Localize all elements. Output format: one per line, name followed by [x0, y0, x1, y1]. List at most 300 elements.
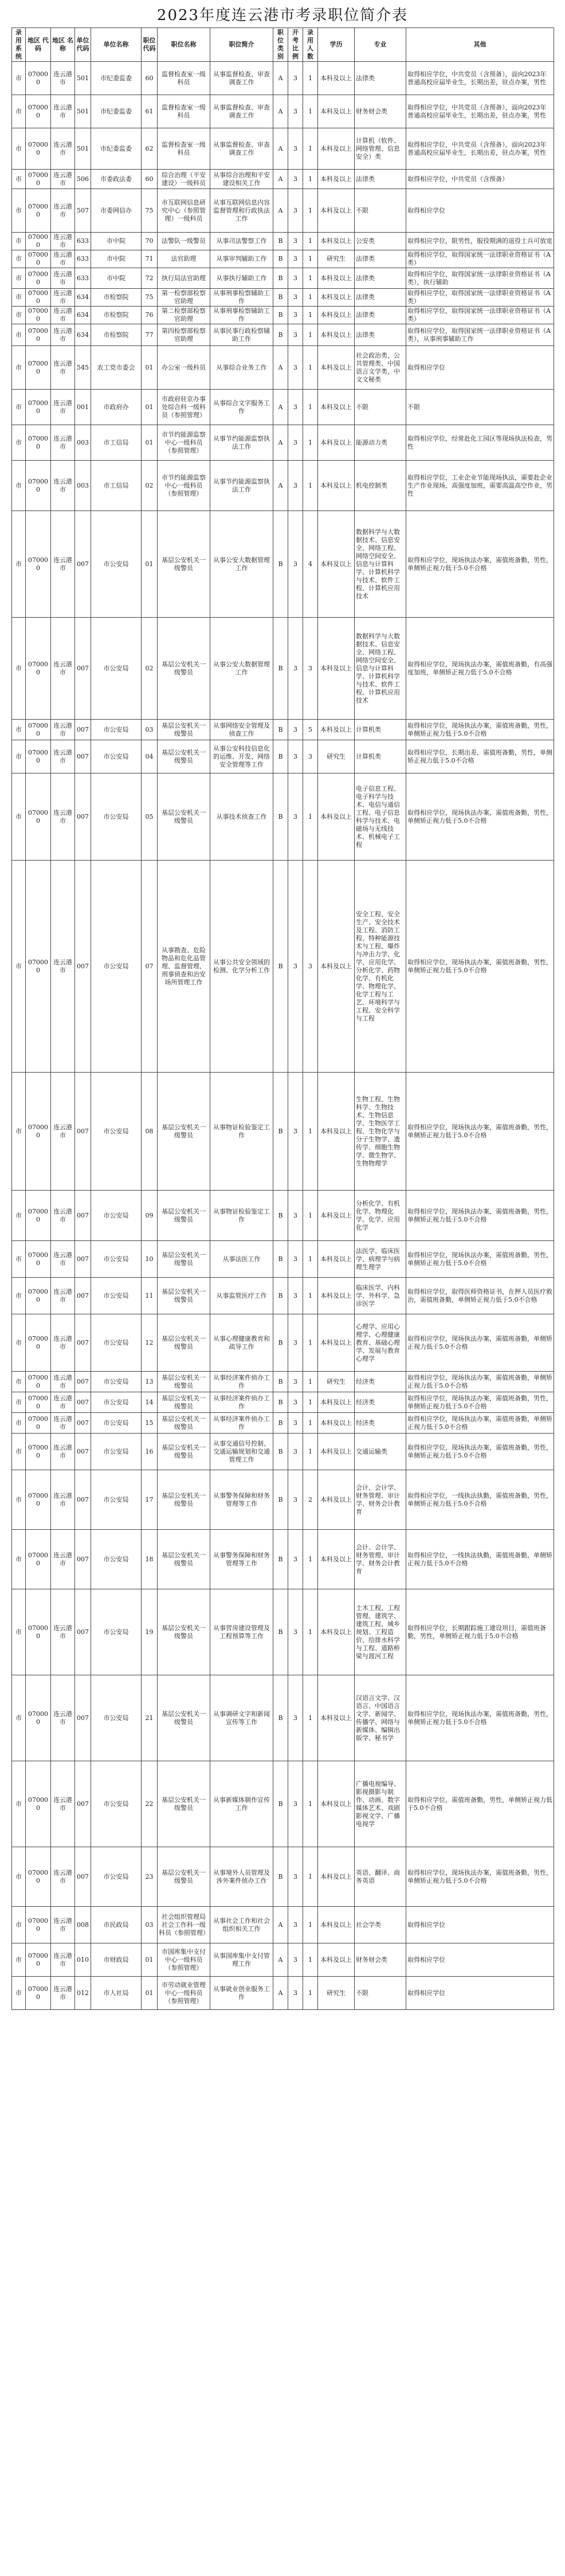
table-header-row	[12, 28, 554, 62]
cell-region-code: 070000	[26, 425, 51, 461]
cell-position-code: 01	[142, 511, 158, 618]
cell-system: 市	[12, 1530, 26, 1589]
cell-unit-code: 007	[75, 1589, 91, 1675]
cell-ratio: 3	[288, 1413, 303, 1434]
cell-hire-count: 1	[303, 128, 318, 170]
cell-region-name: 连云港市	[51, 1470, 75, 1530]
cell-system: 市	[12, 1241, 26, 1278]
cell-major: 社会政治类、公共管理类、中国语言文学类、中文文秘类	[355, 346, 406, 390]
cell-position-desc: 从事综合业务工作	[210, 346, 273, 390]
cell-other: 取得相应学位，中共党员（含预备），面向2023年普通高校应届毕业生，长期出差，驻点办案，男性	[406, 95, 554, 128]
cell-category: B	[273, 1530, 288, 1589]
cell-position-desc: 从事新媒体制作宣传工作	[210, 1761, 273, 1847]
cell-ratio: 3	[288, 1977, 303, 2010]
cell-education: 研究生	[318, 250, 355, 268]
cell-ratio: 3	[288, 250, 303, 268]
cell-other: 取得相应学位，现场执法办案，需值班备勤，有高强度加班，单侧矫正视力低于5.0不合格	[406, 618, 554, 720]
cell-position-desc: 从事互联网信息内容监督管理和行政执法工作	[210, 189, 273, 233]
cell-unit-name: 市检察院	[91, 289, 142, 307]
cell-category: B	[273, 1278, 288, 1314]
cell-position-name: 基层公安机关一级警员	[158, 740, 210, 773]
cell-position-code: 11	[142, 1278, 158, 1314]
table-row	[12, 1314, 554, 1372]
cell-position-desc: 从事执行辅助工作	[210, 268, 273, 289]
cell-system: 市	[12, 128, 26, 170]
cell-position-name: 基层公安机关一级警员	[158, 1847, 210, 1907]
cell-position-desc: 从事刑事检察辅助工作	[210, 307, 273, 324]
cell-region-name: 连云港市	[51, 425, 75, 461]
cell-major: 经济类	[355, 1413, 406, 1434]
cell-hire-count: 1	[303, 773, 318, 861]
cell-ratio: 3	[288, 1470, 303, 1530]
cell-position-name: 监督检查室一级科员	[158, 95, 210, 128]
cell-hire-count: 1	[303, 425, 318, 461]
cell-region-name: 连云港市	[51, 268, 75, 289]
cell-major: 汉语言文学、汉语言、中国语言文学、新闻学、传播学、网络与新媒体、编辑出版学、秘书学	[355, 1675, 406, 1761]
table-row	[12, 189, 554, 233]
cell-position-code: 02	[142, 461, 158, 511]
cell-major: 法医学、临床医学、病理学与病理生理学	[355, 1241, 406, 1278]
cell-position-desc: 从事法医工作	[210, 1241, 273, 1278]
cell-position-desc: 从事营房建设管理及工程预算等工作	[210, 1589, 273, 1675]
cell-position-code: 60	[142, 170, 158, 189]
cell-category: B	[273, 1073, 288, 1191]
cell-region-code: 070000	[26, 861, 51, 1073]
cell-major: 会计、会计学、财务管理、审计学、财务会计教育	[355, 1470, 406, 1530]
cell-position-desc: 从事综合文字服务工作	[210, 390, 273, 425]
cell-hire-count: 1	[303, 1278, 318, 1314]
cell-position-code: 75	[142, 189, 158, 233]
cell-region-code: 070000	[26, 1434, 51, 1470]
cell-education: 本科及以上	[318, 346, 355, 390]
cell-other: 取得相应学位，需值班备勤，男性，单侧矫正视力低于5.0不合格	[406, 1761, 554, 1847]
cell-category: A	[273, 425, 288, 461]
cell-system: 市	[12, 1073, 26, 1191]
cell-system: 市	[12, 1191, 26, 1241]
cell-education: 本科及以上	[318, 324, 355, 346]
cell-major: 财务财会类	[355, 1943, 406, 1977]
cell-ratio: 3	[288, 1530, 303, 1589]
cell-region-name: 连云港市	[51, 1314, 75, 1372]
cell-category: B	[273, 1761, 288, 1847]
cell-position-name: 市节约能源监察中心一级科员（参照管理）	[158, 461, 210, 511]
cell-unit-code: 012	[75, 1977, 91, 2010]
cell-position-code: 01	[142, 425, 158, 461]
table-row	[12, 618, 554, 720]
cell-hire-count: 1	[303, 95, 318, 128]
cell-major: 不限	[355, 390, 406, 425]
cell-education: 本科及以上	[318, 189, 355, 233]
cell-hire-count: 1	[303, 1847, 318, 1907]
cell-category: B	[273, 1434, 288, 1470]
cell-region-code: 070000	[26, 1675, 51, 1761]
column-header-position-name: 职位名称	[158, 28, 210, 62]
cell-region-name: 连云港市	[51, 511, 75, 618]
cell-system: 市	[12, 1761, 26, 1847]
cell-education: 本科及以上	[318, 720, 355, 740]
cell-other: 取得相应学位，现场执法办案，需值班备勤，单侧矫正视力低于5.0不合格	[406, 1372, 554, 1392]
cell-education: 本科及以上	[318, 1434, 355, 1470]
cell-major: 机电控制类	[355, 461, 406, 511]
cell-education: 本科及以上	[318, 1392, 355, 1413]
cell-ratio: 3	[288, 1278, 303, 1314]
cell-system: 市	[12, 1434, 26, 1470]
cell-position-name: 基层公安机关一级警员	[158, 1470, 210, 1530]
cell-ratio: 3	[288, 1073, 303, 1191]
cell-hire-count: 2	[303, 1470, 318, 1530]
cell-position-desc: 从事警务保障和财务管理等工作	[210, 1530, 273, 1589]
cell-region-name: 连云港市	[51, 1372, 75, 1392]
cell-region-code: 070000	[26, 720, 51, 740]
cell-position-code: 08	[142, 1073, 158, 1191]
cell-unit-name: 市委网信办	[91, 189, 142, 233]
cell-ratio: 3	[288, 773, 303, 861]
cell-position-name: 基层公安机关一级警员	[158, 618, 210, 720]
cell-unit-name: 市工信局	[91, 461, 142, 511]
cell-other: 取得相应学位，现场执法办案，需值班备勤，单侧矫正视力低于5.0不合格	[406, 1413, 554, 1434]
cell-other: 取得相应学位，一线执法执勤，需值班备勤，单侧矫正视力低于5.0不合格	[406, 1530, 554, 1589]
cell-position-name: 基层公安机关一级警员	[158, 1372, 210, 1392]
cell-major: 数据科学与大数据技术、信息安全、网络工程、网络空间安全、信息与计算科学、计算机科学与技术、软件工程、计算机应用技术	[355, 618, 406, 720]
cell-ratio: 3	[288, 1761, 303, 1847]
cell-system: 市	[12, 189, 26, 233]
cell-hire-count: 1	[303, 1977, 318, 2010]
cell-education: 本科及以上	[318, 618, 355, 720]
cell-region-name: 连云港市	[51, 720, 75, 740]
cell-education: 本科及以上	[318, 1943, 355, 1977]
cell-other: 取得相应学位，工业企业节能现场执法，需要赴企业生产作业现场，高强度加班，需要高温高空作业，男性	[406, 461, 554, 511]
cell-position-name: 市劳动就业管理中心一级科员（参照管理）	[158, 1977, 210, 2010]
table-row	[12, 773, 554, 861]
cell-system: 市	[12, 62, 26, 95]
cell-education: 本科及以上	[318, 461, 355, 511]
cell-position-code: 07	[142, 861, 158, 1073]
cell-region-code: 070000	[26, 95, 51, 128]
cell-ratio: 3	[288, 425, 303, 461]
cell-unit-code: 001	[75, 390, 91, 425]
cell-hire-count: 1	[303, 62, 318, 95]
cell-system: 市	[12, 268, 26, 289]
table-body	[12, 62, 554, 2010]
column-header-region-name: 地区 名称	[51, 28, 75, 62]
cell-position-name: 基层公安机关一级警员	[158, 1278, 210, 1314]
cell-position-code: 71	[142, 250, 158, 268]
cell-unit-name: 市公安局	[91, 1530, 142, 1589]
cell-position-code: 13	[142, 1372, 158, 1392]
cell-position-code: 15	[142, 1413, 158, 1434]
cell-system: 市	[12, 720, 26, 740]
cell-other: 取得相应学位，取得国家统一法律职业资格证书（A类）	[406, 307, 554, 324]
cell-position-name: 市政府驻京办事处综合科一级科员（参照管理）	[158, 390, 210, 425]
position-table	[11, 28, 554, 2010]
cell-other: 取得相应学位，现场执法办案，需值班备勤，男性，单侧矫正视力低于5.0不合格	[406, 720, 554, 740]
cell-position-desc: 从事公安大数据管理工作	[210, 511, 273, 618]
cell-position-desc: 从事民事行政检察辅助工作	[210, 324, 273, 346]
cell-position-name: 市国库集中支付中心一级科员（参照管理）	[158, 1943, 210, 1977]
cell-unit-name: 市纪委监委	[91, 128, 142, 170]
cell-unit-name: 市公安局	[91, 1241, 142, 1278]
table-row	[12, 1413, 554, 1434]
cell-unit-code: 545	[75, 346, 91, 390]
cell-region-code: 070000	[26, 1977, 51, 2010]
cell-ratio: 3	[288, 170, 303, 189]
cell-other: 取得相应学位，取得国家统一法律职业资格证书（A类），执行辅助	[406, 268, 554, 289]
cell-education: 本科及以上	[318, 289, 355, 307]
cell-unit-code: 007	[75, 1675, 91, 1761]
cell-region-name: 连云港市	[51, 1530, 75, 1589]
cell-other: 取得相应学位，取得国家统一法律职业资格证书（A类）	[406, 289, 554, 307]
cell-region-code: 070000	[26, 1392, 51, 1413]
cell-ratio: 3	[288, 1589, 303, 1675]
cell-position-code: 01	[142, 1943, 158, 1977]
cell-ratio: 3	[288, 720, 303, 740]
cell-region-name: 连云港市	[51, 307, 75, 324]
cell-unit-name: 市委政法委	[91, 170, 142, 189]
cell-category: B	[273, 511, 288, 618]
cell-region-code: 070000	[26, 1907, 51, 1943]
cell-position-code: 18	[142, 1530, 158, 1589]
cell-region-code: 070000	[26, 268, 51, 289]
cell-position-name: 基层公安机关一级警员	[158, 1241, 210, 1278]
cell-major: 法律类	[355, 324, 406, 346]
cell-category: B	[273, 1314, 288, 1372]
cell-region-name: 连云港市	[51, 1278, 75, 1314]
cell-category: A	[273, 1907, 288, 1943]
cell-major: 安全工程、安全生产、安全技术及工程、消防工程、特种能源技术与工程、爆炸与冲击力学、化学、应用化学、分析化学、药物化学、有机化学、物理化学、化学工程与工艺、环境科学与工程、安全科学与工程	[355, 861, 406, 1073]
cell-position-desc: 从事经济案件侦办工作	[210, 1413, 273, 1434]
cell-region-name: 连云港市	[51, 1434, 75, 1470]
cell-major: 法律类	[355, 62, 406, 95]
table-row	[12, 1392, 554, 1413]
cell-position-name: 综合治理（平安建设）一级科员	[158, 170, 210, 189]
cell-category: B	[273, 1241, 288, 1278]
cell-position-code: 05	[142, 773, 158, 861]
cell-hire-count: 1	[303, 233, 318, 250]
cell-position-name: 基层公安机关一级警员	[158, 1589, 210, 1675]
cell-education: 本科及以上	[318, 95, 355, 128]
table-row	[12, 170, 554, 189]
table-row	[12, 1372, 554, 1392]
cell-position-code: 14	[142, 1392, 158, 1413]
table-row	[12, 62, 554, 95]
cell-education: 本科及以上	[318, 1413, 355, 1434]
cell-education: 本科及以上	[318, 1241, 355, 1278]
cell-education: 本科及以上	[318, 1675, 355, 1761]
cell-system: 市	[12, 324, 26, 346]
cell-region-name: 连云港市	[51, 1241, 75, 1278]
cell-region-code: 070000	[26, 128, 51, 170]
cell-major: 法律类	[355, 268, 406, 289]
cell-unit-code: 007	[75, 1434, 91, 1470]
cell-position-desc: 从事节约能源监察执法工作	[210, 461, 273, 511]
cell-unit-code: 634	[75, 324, 91, 346]
cell-education: 本科及以上	[318, 1847, 355, 1907]
cell-position-name: 基层公安机关一级警员	[158, 1530, 210, 1589]
cell-category: A	[273, 390, 288, 425]
cell-other: 取得相应学位，现场执法办案，需值班备勤，男性，单侧矫正视力低于5.0不合格	[406, 511, 554, 618]
cell-unit-name: 市纪委监委	[91, 95, 142, 128]
cell-other: 取得相应学位，限男性，服役期满的退役士兵可放宽	[406, 233, 554, 250]
column-header-hire-count: 录用 人数	[303, 28, 318, 62]
cell-position-desc: 从事调研文字和新闻宣传等工作	[210, 1675, 273, 1761]
cell-unit-name: 市政府办	[91, 390, 142, 425]
cell-unit-name: 市公安局	[91, 1413, 142, 1434]
cell-ratio: 3	[288, 1191, 303, 1241]
cell-position-code: 76	[142, 307, 158, 324]
cell-hire-count: 3	[303, 740, 318, 773]
cell-region-name: 连云港市	[51, 861, 75, 1073]
cell-major: 能源动力类	[355, 425, 406, 461]
cell-region-code: 070000	[26, 189, 51, 233]
cell-hire-count: 1	[303, 461, 318, 511]
table-row	[12, 511, 554, 618]
cell-education: 本科及以上	[318, 128, 355, 170]
cell-system: 市	[12, 461, 26, 511]
cell-unit-code: 007	[75, 618, 91, 720]
cell-system: 市	[12, 1589, 26, 1675]
cell-unit-name: 市公安局	[91, 1191, 142, 1241]
cell-position-code: 19	[142, 1589, 158, 1675]
cell-unit-code: 506	[75, 170, 91, 189]
cell-other: 取得相应学位，中共党员（含预备）	[406, 170, 554, 189]
cell-region-code: 070000	[26, 1191, 51, 1241]
cell-region-code: 070000	[26, 773, 51, 861]
cell-unit-code: 003	[75, 425, 91, 461]
cell-other: 不限	[406, 390, 554, 425]
cell-position-desc: 从事经济案件侦办工作	[210, 1372, 273, 1392]
cell-unit-code: 507	[75, 189, 91, 233]
cell-position-name: 基层公安机关一级警员	[158, 1434, 210, 1470]
table-row	[12, 461, 554, 511]
table-row	[12, 1434, 554, 1470]
cell-ratio: 3	[288, 618, 303, 720]
table-row	[12, 95, 554, 128]
cell-position-code: 10	[142, 1241, 158, 1278]
cell-ratio: 3	[288, 268, 303, 289]
page-title: 2023年度连云港市考录职位简介表	[156, 7, 409, 24]
cell-hire-count: 1	[303, 1530, 318, 1589]
cell-position-name: 基层公安机关一级警员	[158, 1392, 210, 1413]
cell-system: 市	[12, 1470, 26, 1530]
table-row	[12, 1589, 554, 1675]
cell-hire-count: 1	[303, 307, 318, 324]
cell-system: 市	[12, 425, 26, 461]
cell-position-desc: 从事司法警察工作	[210, 233, 273, 250]
cell-education: 本科及以上	[318, 511, 355, 618]
cell-region-code: 070000	[26, 1241, 51, 1278]
cell-position-desc: 从事经济案件侦办工作	[210, 1392, 273, 1413]
cell-ratio: 3	[288, 390, 303, 425]
cell-unit-code: 007	[75, 1278, 91, 1314]
cell-position-desc: 从事社会工作和社会组织相关工作	[210, 1907, 273, 1943]
cell-unit-code: 633	[75, 268, 91, 289]
cell-position-name: 第四检察部检察官助理	[158, 324, 210, 346]
cell-unit-code: 007	[75, 740, 91, 773]
cell-category: A	[273, 1943, 288, 1977]
cell-category: A	[273, 62, 288, 95]
cell-region-code: 070000	[26, 511, 51, 618]
cell-unit-name: 市工信局	[91, 425, 142, 461]
cell-other: 取得相应学位，现场执法办案，需值班备勤，男性，单侧矫正视力低于5.0不合格	[406, 1434, 554, 1470]
cell-other: 取得相应学位，中共党员（含预备），面向2023年普通高校应届毕业生，长期出差，驻点办案，男性	[406, 128, 554, 170]
cell-position-code: 75	[142, 289, 158, 307]
cell-region-name: 连云港市	[51, 740, 75, 773]
cell-position-code: 72	[142, 268, 158, 289]
cell-unit-code: 007	[75, 1241, 91, 1278]
cell-education: 本科及以上	[318, 1470, 355, 1530]
cell-position-name: 基层公安机关一级警员	[158, 1073, 210, 1191]
cell-region-code: 070000	[26, 233, 51, 250]
cell-unit-name: 农工党市委会	[91, 346, 142, 390]
cell-education: 研究生	[318, 740, 355, 773]
cell-hire-count: 3	[303, 618, 318, 720]
cell-system: 市	[12, 289, 26, 307]
cell-unit-code: 007	[75, 720, 91, 740]
cell-region-name: 连云港市	[51, 390, 75, 425]
cell-ratio: 3	[288, 1847, 303, 1907]
cell-system: 市	[12, 1372, 26, 1392]
cell-unit-code: 634	[75, 307, 91, 324]
cell-major: 数据科学与大数据技术、信息安全、网络工程、网络空间安全、信息与计算科学、计算机科学与技术、软件工程、计算机应用技术	[355, 511, 406, 618]
cell-position-desc: 从事网络安全管理及侦查工作	[210, 720, 273, 740]
cell-position-name: 监督检查室一级科员	[158, 128, 210, 170]
cell-region-code: 070000	[26, 1589, 51, 1675]
cell-position-name: 法警队一级警员	[158, 233, 210, 250]
cell-region-code: 070000	[26, 740, 51, 773]
cell-region-name: 连云港市	[51, 170, 75, 189]
cell-hire-count: 1	[303, 390, 318, 425]
cell-unit-name: 市公安局	[91, 1470, 142, 1530]
cell-category: A	[273, 346, 288, 390]
cell-position-code: 70	[142, 233, 158, 250]
cell-major: 社会学类	[355, 1907, 406, 1943]
cell-unit-name: 市公安局	[91, 1761, 142, 1847]
cell-region-name: 连云港市	[51, 461, 75, 511]
cell-region-name: 连云港市	[51, 95, 75, 128]
cell-system: 市	[12, 170, 26, 189]
cell-hire-count: 1	[303, 289, 318, 307]
cell-position-name: 办公室一级科员	[158, 346, 210, 390]
table-row	[12, 425, 554, 461]
cell-unit-name: 市公安局	[91, 1589, 142, 1675]
cell-system: 市	[12, 861, 26, 1073]
cell-hire-count: 1	[303, 1943, 318, 1977]
cell-hire-count: 4	[303, 511, 318, 618]
cell-ratio: 3	[288, 740, 303, 773]
cell-position-desc: 从事节约能源监察执法工作	[210, 425, 273, 461]
table-row	[12, 1847, 554, 1907]
cell-other: 取得相应学位，取得医师资格证书，在押人员医疗救治，需值班备勤，单侧矫正视力低于5.0不合格	[406, 1278, 554, 1314]
cell-unit-name: 市公安局	[91, 1675, 142, 1761]
table-row	[12, 1278, 554, 1314]
cell-education: 本科及以上	[318, 62, 355, 95]
cell-position-desc: 从事技术侦查工作	[210, 773, 273, 861]
cell-unit-name: 市公安局	[91, 1073, 142, 1191]
cell-unit-name: 市公安局	[91, 1278, 142, 1314]
cell-region-name: 连云港市	[51, 1073, 75, 1191]
cell-unit-name: 市中院	[91, 233, 142, 250]
cell-position-code: 77	[142, 324, 158, 346]
table-row	[12, 1675, 554, 1761]
cell-major: 不限	[355, 1977, 406, 2010]
cell-category: B	[273, 720, 288, 740]
cell-unit-name: 市检察院	[91, 307, 142, 324]
cell-category: B	[273, 740, 288, 773]
cell-region-name: 连云港市	[51, 289, 75, 307]
table-row	[12, 324, 554, 346]
column-header-region-code: 地区 代码	[26, 28, 51, 62]
cell-major: 计算机（软件、网络管理、信息安全）类	[355, 128, 406, 170]
